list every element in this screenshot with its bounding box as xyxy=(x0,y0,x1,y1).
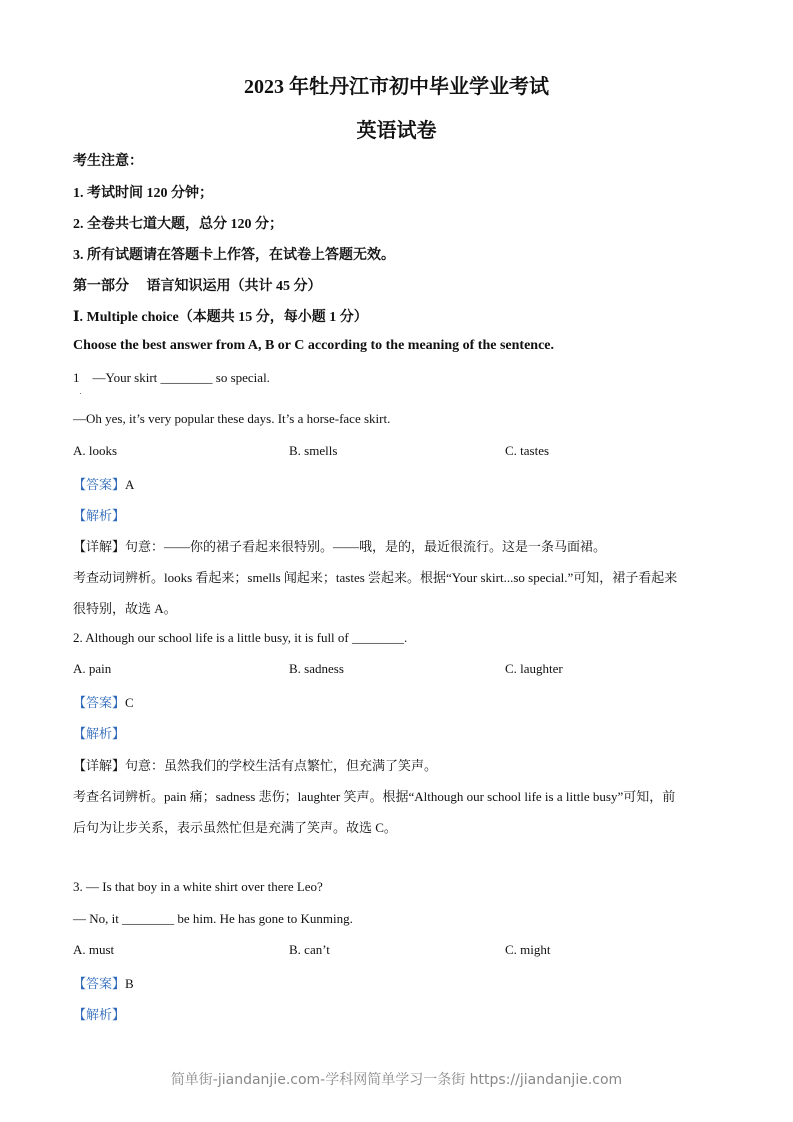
question-1-option-a: A. looks xyxy=(73,443,118,458)
question-1-answer xyxy=(73,474,134,493)
question-2-stem: 2. Although our school life is a little busy, it is full of ________. xyxy=(73,630,408,645)
question-1-detail-3: 很特别，故选 A。 xyxy=(73,601,177,616)
answer-value: A xyxy=(125,477,135,492)
question-1-stem: 1 —Your skirt ________ so special. xyxy=(73,370,270,385)
question-3-analysis-tag: 【解析】 xyxy=(73,1007,126,1022)
notice-item-3: 3. 所有试题请在答题卡上作答，在试卷上答题无效。 xyxy=(73,248,395,263)
answer-value: C xyxy=(125,695,134,710)
section-instruction: Choose the best answer from A, B or C according to the meaning of the sentence. xyxy=(73,338,555,353)
question-3-stem-2: — No, it ________ be him. He has gone to Kunming. xyxy=(73,911,353,926)
question-1-option-b: B. smells xyxy=(289,443,338,458)
question-1-detail-2: 考查动词辨析。looks 看起来；smells 闻起来；tastes 尝起来。根据“Your skirt...so special.”可知，裙子看起来 xyxy=(73,570,678,585)
exam-subtitle: 英语试卷 xyxy=(356,120,437,142)
stray-dot xyxy=(80,393,81,394)
page-footer-watermark: 简单街-jiandanjie.com-学科网简单学习一条街 https://jiandanjie.com xyxy=(170,1072,623,1088)
answer-tag: 【答案】 xyxy=(73,477,126,492)
notice-heading: 考生注意： xyxy=(73,154,143,169)
question-2-option-c: C. laughter xyxy=(505,661,563,676)
question-2-answer xyxy=(73,692,134,711)
question-3-answer xyxy=(73,973,134,992)
notice-item-2: 2. 全卷共七道大题，总分 120 分； xyxy=(73,217,283,232)
question-2-detail-1: 【详解】句意：虽然我们的学校生活有点繁忙，但充满了笑声。 xyxy=(73,758,438,773)
answer-tag: 【答案】 xyxy=(73,695,126,710)
question-3-option-a: A. must xyxy=(73,942,115,957)
question-3-option-c: C. might xyxy=(505,942,551,957)
question-1-detail-1: 【详解】句意：——你的裙子看起来很特别。——哦，是的，最近很流行。这是一条马面裙。 xyxy=(73,539,607,554)
question-3-option-b: B. can’t xyxy=(289,942,330,957)
notice-item-1: 1. 考试时间 120 分钟； xyxy=(73,186,213,201)
exam-title: 2023 年牡丹江市初中毕业学业考试 xyxy=(244,76,549,98)
answer-value: B xyxy=(125,976,134,991)
section-title: Ⅰ. Multiple choice（本题共 15 分，每小题 1 分） xyxy=(73,310,368,325)
question-2-analysis-tag: 【解析】 xyxy=(73,726,126,741)
answer-tag: 【答案】 xyxy=(73,976,126,991)
question-3-stem: 3. — Is that boy in a white shirt over there Leo? xyxy=(73,879,323,894)
question-1-stem-2: —Oh yes, it’s very popular these days. It’s a horse-face skirt. xyxy=(73,411,391,426)
question-2-option-b: B. sadness xyxy=(289,661,344,676)
part-title: 第一部分 语言知识运用（共计 45 分） xyxy=(73,279,322,294)
question-2-detail-3: 后句为让步关系，表示虽然忙但是充满了笑声。故选 C。 xyxy=(73,820,397,835)
question-1-option-c: C. tastes xyxy=(505,443,550,458)
question-2-option-a: A. pain xyxy=(73,661,112,676)
question-2-detail-2: 考查名词辨析。pain 痛；sadness 悲伤；laughter 笑声。根据“Although our school life is a little busy”可知，前 xyxy=(73,789,676,804)
question-1-analysis-tag: 【解析】 xyxy=(73,508,126,523)
